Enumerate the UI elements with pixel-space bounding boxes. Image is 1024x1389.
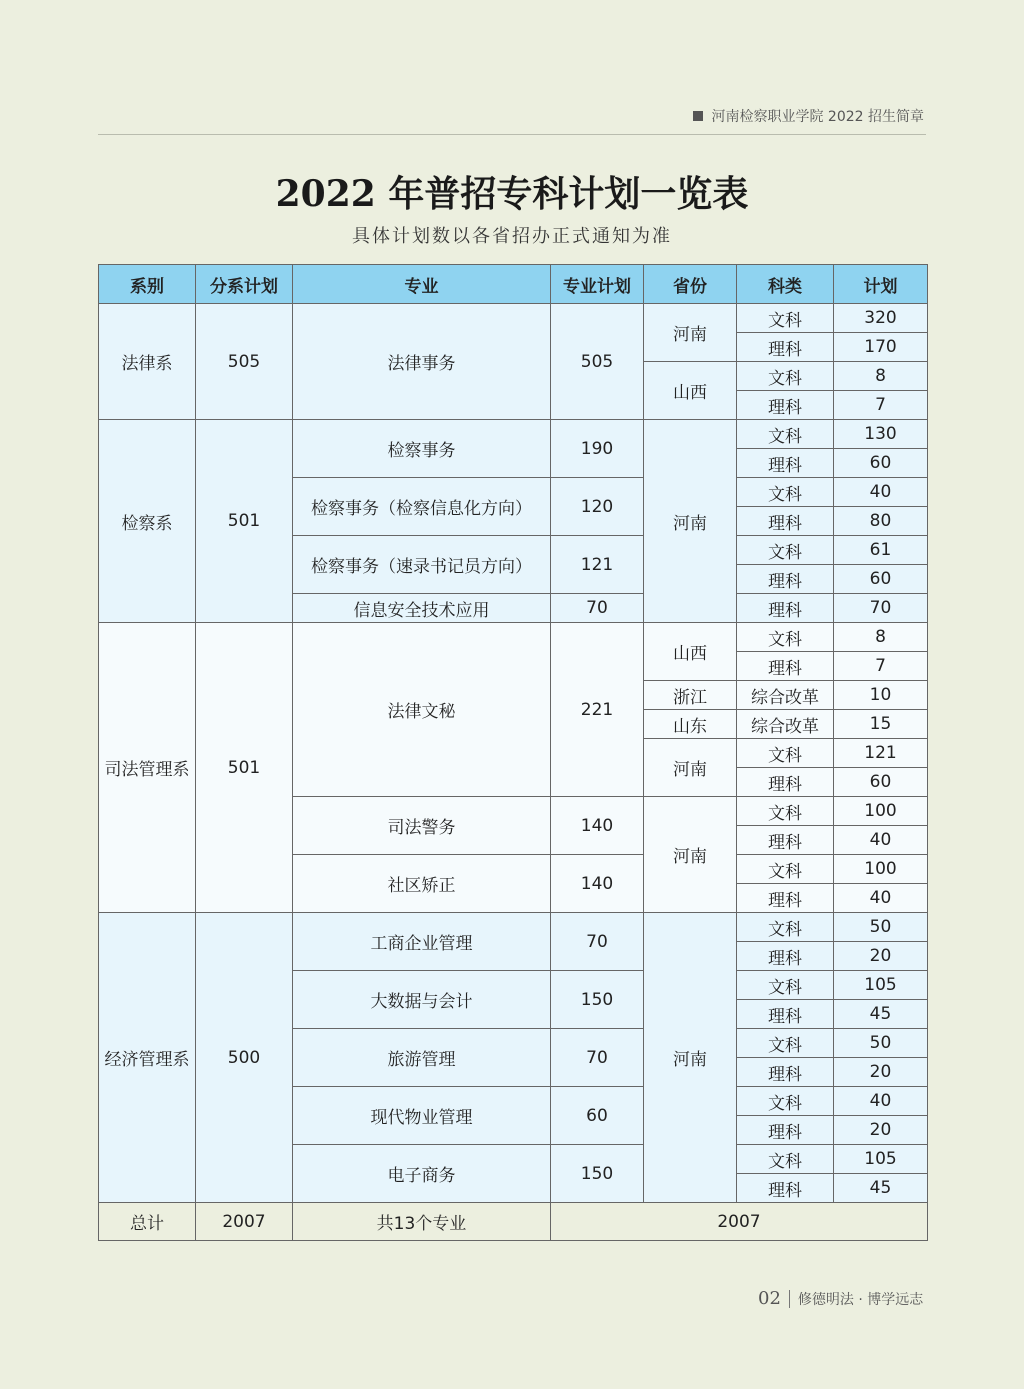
- major-plan: 70: [551, 913, 644, 971]
- subject-type: 理科: [737, 826, 834, 855]
- dept-name: 经济管理系: [99, 913, 196, 1203]
- footer-divider: [789, 1290, 790, 1308]
- quota: 40: [834, 1087, 928, 1116]
- major-name: 现代物业管理: [293, 1087, 551, 1145]
- subject-type: 理科: [737, 449, 834, 478]
- major-plan: 140: [551, 855, 644, 913]
- major-name: 工商企业管理: [293, 913, 551, 971]
- subject-type: 文科: [737, 739, 834, 768]
- subject-type: 综合改革: [737, 710, 834, 739]
- table-header-row: [99, 265, 928, 304]
- province: 山西: [644, 362, 737, 420]
- quota: 45: [834, 1000, 928, 1029]
- province: 河南: [644, 913, 737, 1203]
- quota: 105: [834, 971, 928, 1000]
- total-majors: 共13个专业: [293, 1203, 551, 1241]
- major-plan: 120: [551, 478, 644, 536]
- major-name: 社区矫正: [293, 855, 551, 913]
- quota: 60: [834, 449, 928, 478]
- footer-motto: 修德明法 · 博学远志: [797, 1291, 924, 1308]
- page-footer: [758, 1288, 923, 1309]
- subject-type: 理科: [737, 391, 834, 420]
- quota: 80: [834, 507, 928, 536]
- dept-name: 司法管理系: [99, 623, 196, 913]
- quota: 45: [834, 1174, 928, 1203]
- quota: 20: [834, 1058, 928, 1087]
- major-plan: 150: [551, 971, 644, 1029]
- table-row: [99, 623, 928, 652]
- major-plan: 150: [551, 1145, 644, 1203]
- quota: 8: [834, 362, 928, 391]
- province: 河南: [644, 797, 737, 913]
- col-header: 省份: [644, 265, 737, 304]
- subject-type: 文科: [737, 362, 834, 391]
- subject-type: 文科: [737, 420, 834, 449]
- total-row: [99, 1203, 928, 1241]
- major-name: 信息安全技术应用: [293, 594, 551, 623]
- subject-type: 文科: [737, 913, 834, 942]
- major-name: 电子商务: [293, 1145, 551, 1203]
- quota: 105: [834, 1145, 928, 1174]
- major-name: 大数据与会计: [293, 971, 551, 1029]
- subject-type: 理科: [737, 768, 834, 797]
- subject-type: 理科: [737, 942, 834, 971]
- subject-type: 理科: [737, 1116, 834, 1145]
- major-plan: 121: [551, 536, 644, 594]
- major-plan: 70: [551, 1029, 644, 1087]
- quota: 15: [834, 710, 928, 739]
- col-header: 科类: [737, 265, 834, 304]
- quota: 121: [834, 739, 928, 768]
- subject-type: 文科: [737, 971, 834, 1000]
- major-plan: 221: [551, 623, 644, 797]
- subject-type: 理科: [737, 1000, 834, 1029]
- total-label: 总计: [99, 1203, 196, 1241]
- province: 山东: [644, 710, 737, 739]
- quota: 60: [834, 565, 928, 594]
- subject-type: 文科: [737, 536, 834, 565]
- major-plan: 505: [551, 304, 644, 420]
- quota: 130: [834, 420, 928, 449]
- subject-type: 文科: [737, 478, 834, 507]
- subject-type: 文科: [737, 855, 834, 884]
- col-header: 专业: [293, 265, 551, 304]
- subject-type: 理科: [737, 1058, 834, 1087]
- total-dept-plan: 2007: [196, 1203, 293, 1241]
- header-text: 河南检察职业学院 2022 招生简章: [711, 109, 924, 125]
- quota: 100: [834, 855, 928, 884]
- subject-type: 文科: [737, 623, 834, 652]
- dept-plan: 501: [196, 623, 293, 913]
- quota: 40: [834, 826, 928, 855]
- dept-name: 检察系: [99, 420, 196, 623]
- quota: 70: [834, 594, 928, 623]
- dept-plan: 500: [196, 913, 293, 1203]
- quota: 61: [834, 536, 928, 565]
- subject-type: 理科: [737, 333, 834, 362]
- subject-type: 理科: [737, 884, 834, 913]
- major-name: 法律事务: [293, 304, 551, 420]
- subject-type: 文科: [737, 1145, 834, 1174]
- quota: 8: [834, 623, 928, 652]
- quota: 40: [834, 478, 928, 507]
- subject-type: 文科: [737, 304, 834, 333]
- col-header: 计划: [834, 265, 928, 304]
- quota: 50: [834, 913, 928, 942]
- quota: 170: [834, 333, 928, 362]
- province: 河南: [644, 739, 737, 797]
- enrollment-plan-table: [98, 264, 928, 1241]
- quota: 7: [834, 652, 928, 681]
- major-plan: 190: [551, 420, 644, 478]
- subject-type: 理科: [737, 652, 834, 681]
- subject-type: 文科: [737, 1029, 834, 1058]
- subject-type: 综合改革: [737, 681, 834, 710]
- subject-type: 理科: [737, 1174, 834, 1203]
- page-subtitle: 具体计划数以各省招办正式通知为准: [352, 226, 672, 247]
- subject-type: 理科: [737, 507, 834, 536]
- quota: 10: [834, 681, 928, 710]
- quota: 320: [834, 304, 928, 333]
- header-label: [693, 106, 924, 126]
- col-header: 系别: [99, 265, 196, 304]
- table-row: [99, 913, 928, 942]
- page-title: 2022 年普招专科计划一览表: [275, 173, 749, 215]
- subject-type: 文科: [737, 797, 834, 826]
- quota: 20: [834, 1116, 928, 1145]
- dept-plan: 505: [196, 304, 293, 420]
- col-header: 专业计划: [551, 265, 644, 304]
- quota: 50: [834, 1029, 928, 1058]
- major-plan: 140: [551, 797, 644, 855]
- quota: 7: [834, 391, 928, 420]
- table-row: [99, 420, 928, 449]
- page-header: [98, 100, 926, 135]
- square-icon: [693, 111, 703, 121]
- table-row: [99, 304, 928, 333]
- quota: 60: [834, 768, 928, 797]
- page-number: 02: [758, 1288, 781, 1309]
- major-name: 旅游管理: [293, 1029, 551, 1087]
- dept-plan: 501: [196, 420, 293, 623]
- province: 河南: [644, 420, 737, 623]
- quota: 20: [834, 942, 928, 971]
- major-name: 检察事务（速录书记员方向）: [293, 536, 551, 594]
- major-name: 司法警务: [293, 797, 551, 855]
- total-plan: 2007: [551, 1203, 928, 1241]
- major-plan: 70: [551, 594, 644, 623]
- major-name: 检察事务: [293, 420, 551, 478]
- subject-type: 文科: [737, 1087, 834, 1116]
- province: 山西: [644, 623, 737, 681]
- subject-type: 理科: [737, 594, 834, 623]
- subject-type: 理科: [737, 565, 834, 594]
- quota: 100: [834, 797, 928, 826]
- quota: 40: [834, 884, 928, 913]
- province: 浙江: [644, 681, 737, 710]
- dept-name: 法律系: [99, 304, 196, 420]
- major-plan: 60: [551, 1087, 644, 1145]
- province: 河南: [644, 304, 737, 362]
- major-name: 法律文秘: [293, 623, 551, 797]
- col-header: 分系计划: [196, 265, 293, 304]
- major-name: 检察事务（检察信息化方向）: [293, 478, 551, 536]
